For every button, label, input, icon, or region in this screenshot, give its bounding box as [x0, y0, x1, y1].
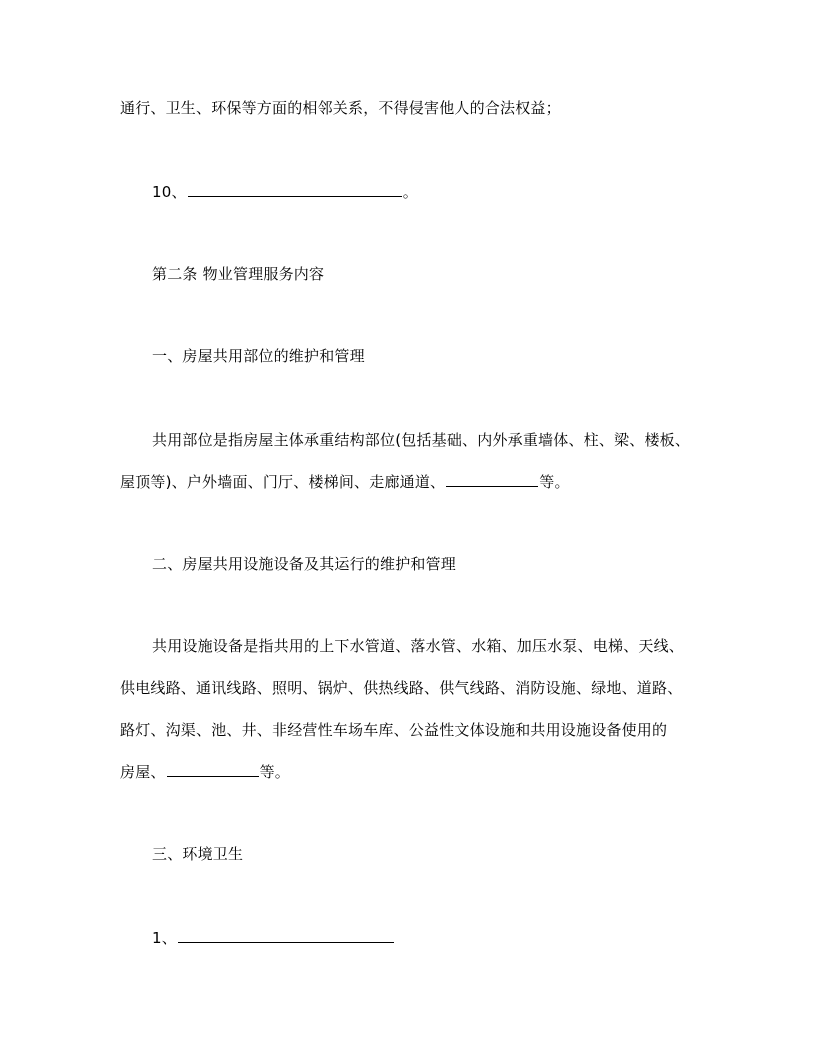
text: 等。 — [259, 763, 291, 781]
item-suffix: 。 — [402, 183, 418, 201]
text: 供电线路、通讯线路、照明、锅炉、供热线路、供气线路、消防设施、绿地、道路、 — [120, 679, 683, 697]
item-number: 10、 — [152, 183, 187, 201]
paragraph-line — [120, 762, 290, 782]
text: 房屋、 — [120, 763, 166, 781]
section-title — [152, 554, 456, 574]
text: 通行、卫生、环保等方面的相邻关系，不得侵害他人的合法权益； — [120, 99, 561, 117]
paragraph-line — [152, 430, 690, 450]
paragraph-line — [120, 678, 682, 698]
item-number: 1、 — [152, 929, 177, 947]
section-1-title: 一、房屋共用部位的维护和管理 — [152, 347, 365, 365]
text: 等。 — [539, 473, 570, 491]
text: 路灯、沟渠、池、井、非经营性车场车库、公益性文体设施和共用设施设备使用的 — [120, 721, 668, 739]
paragraph-line — [120, 98, 561, 118]
paragraph-line — [120, 472, 570, 492]
item-1 — [152, 928, 395, 948]
fill-in-blank[interactable] — [167, 762, 259, 777]
fill-in-blank[interactable] — [188, 182, 402, 197]
text: 共用部位是指房屋主体承重结构部位(包括基础、内外承重墙体、柱、梁、楼板、 — [152, 431, 691, 449]
article-title — [152, 264, 324, 284]
section-title — [152, 346, 365, 366]
fill-in-blank[interactable] — [446, 472, 538, 487]
section-title — [152, 844, 243, 864]
text: 屋顶等)、户外墙面、门厅、楼梯间、走廊通道、 — [120, 473, 446, 491]
section-2-title: 二、房屋共用设施设备及其运行的维护和管理 — [152, 555, 457, 573]
article-2-title: 第二条 物业管理服务内容 — [152, 265, 325, 283]
paragraph-line — [152, 636, 684, 656]
section-3-title: 三、环境卫生 — [152, 845, 244, 863]
text: 共用设施设备是指共用的上下水管道、落水管、水箱、加压水泵、电梯、天线、 — [152, 637, 685, 655]
fill-in-blank[interactable] — [178, 928, 394, 943]
item-10 — [152, 182, 418, 202]
paragraph-line — [120, 720, 667, 740]
